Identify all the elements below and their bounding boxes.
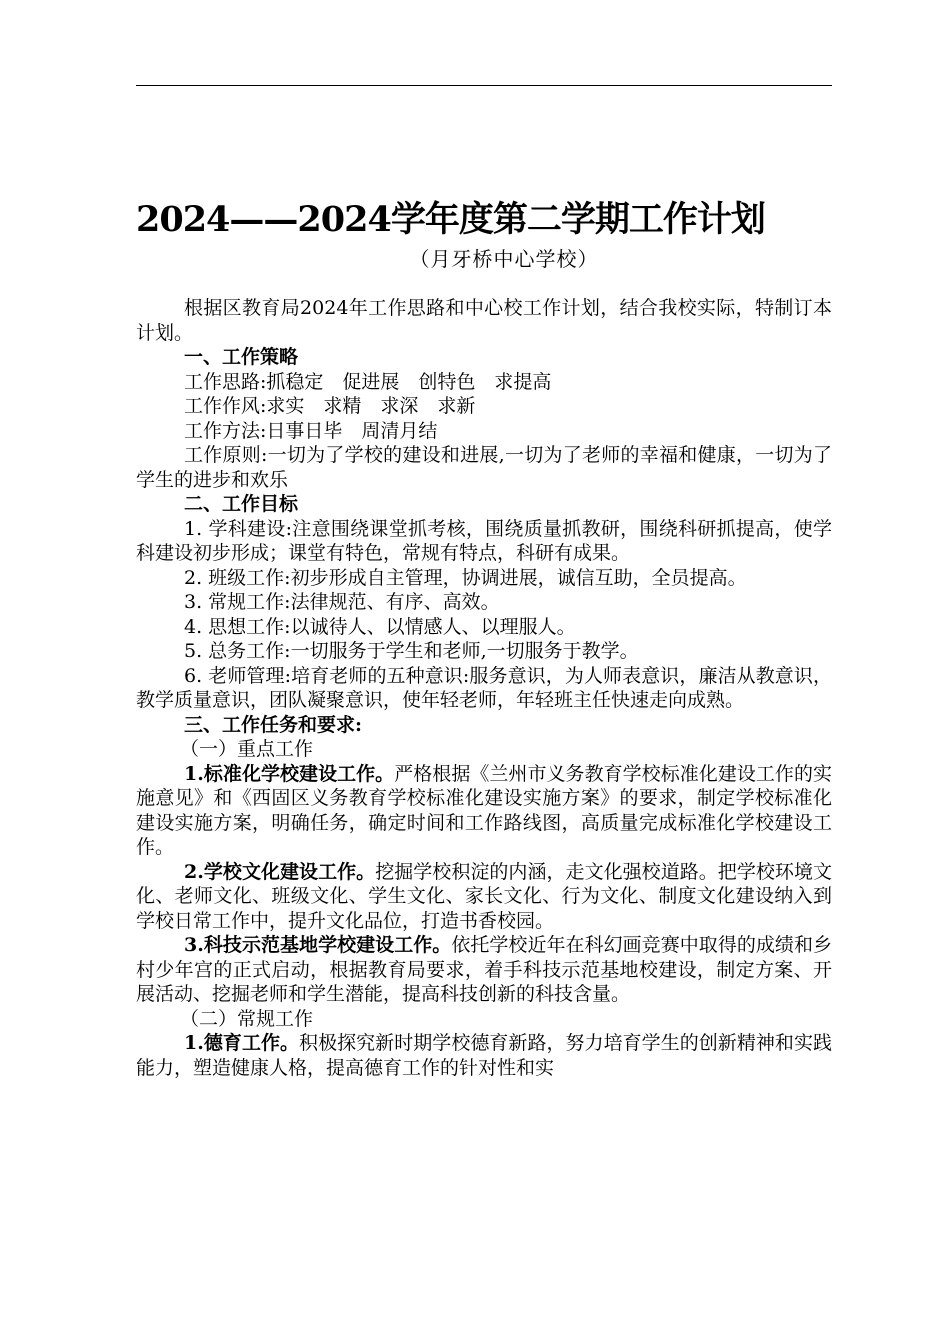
document-body <box>136 296 832 1080</box>
section-heading-goals: 二、工作目标 <box>184 493 299 515</box>
task-text: 严格根据《兰州市义务教育学校标准化建设工作的实施意见》和《西固区义务教育学校标准化建设实施方案》的要求，制定学校标准化建设实施方案，明确任务，确定时间和工作路线图，高质量完成标准化学校建设工作。 <box>136 762 832 858</box>
goal-item: 6. 老师管理:培育老师的五种意识:服务意识，为人师表意识，廉洁从教意识，教学质量意识，团队凝聚意识，使年轻老师，年轻班主任快速走向成熟。 <box>136 664 832 711</box>
header-rule <box>136 85 832 86</box>
task-lead: 1.标准化学校建设工作。 <box>184 762 395 785</box>
subsection-heading-key-work: （一）重点工作 <box>180 738 314 760</box>
goal-item: 1. 学科建设:注意围绕课堂抓考核，围绕质量抓教研，围绕科研抓提高，使学科建设初步形成；课堂有特色，常规有特点，科研有成果。 <box>136 517 832 564</box>
goal-item: 4. 思想工作:以诚待人、以情感人、以理服人。 <box>184 615 576 638</box>
task-paragraph <box>136 762 832 860</box>
goal-item: 3. 常规工作:法律规范、有序、高效。 <box>184 591 500 613</box>
task-text: 挖掘学校积淀的内涵，走文化强校道路。把学校环境文化、老师文化、班级文化、学生文化、家长文化、行为文化、制度文化建设纳入到学校日常工作中，提升文化品位，打造书香校园。 <box>136 860 832 932</box>
goal-item: 5. 总务工作:一切服务于学生和老师,一切服务于教学。 <box>184 640 639 662</box>
task-paragraph <box>136 933 832 1007</box>
strategy-item: 工作方法:日事日毕 周清月结 <box>184 419 438 442</box>
task-text: 依托学校近年在科幻画竞赛中取得的成绩和乡村少年宫的正式启动，根据教育局要求，着手科技示范基地校建设，制定方案、开展活动、挖掘老师和学生潜能，提高科技创新的科技含量。 <box>136 934 832 1005</box>
document-subtitle: （月牙桥中心学校） <box>409 247 599 271</box>
goal-item: 2. 班级工作:初步形成自主管理，协调进展，诚信互助，全员提高。 <box>184 566 747 589</box>
section-heading-tasks: 三、工作任务和要求: <box>184 713 363 736</box>
strategy-item: 工作思路:抓稳定 促进展 创特色 求提高 <box>184 370 552 393</box>
document-title: 2024——2024学年度第二学期工作计划 <box>136 199 765 240</box>
task-lead: 3.科技示范基地学校建设工作。 <box>184 934 452 956</box>
intro-paragraph: 根据区教育局2024年工作思路和中心校工作计划，结合我校实际，特制订本计划。 <box>136 297 832 344</box>
task-lead: 1.德育工作。 <box>184 1032 300 1054</box>
strategy-item: 工作作风:求实 求精 求深 求新 <box>184 395 476 417</box>
subsection-heading-routine-work: （二）常规工作 <box>180 1007 314 1030</box>
strategy-item: 工作原则:一切为了学校的建设和进展,一切为了老师的幸福和健康，一切为了学生的进步和欢乐 <box>136 444 832 491</box>
section-heading-strategy: 一、工作策略 <box>184 346 299 368</box>
task-text: 积极探究新时期学校德育新路，努力培育学生的创新精神和实践能力，塑造健康人格，提高德育工作的针对性和实 <box>136 1032 832 1079</box>
task-paragraph <box>136 860 832 934</box>
task-lead: 2.学校文化建设工作。 <box>184 860 376 883</box>
task-paragraph <box>136 1031 832 1080</box>
